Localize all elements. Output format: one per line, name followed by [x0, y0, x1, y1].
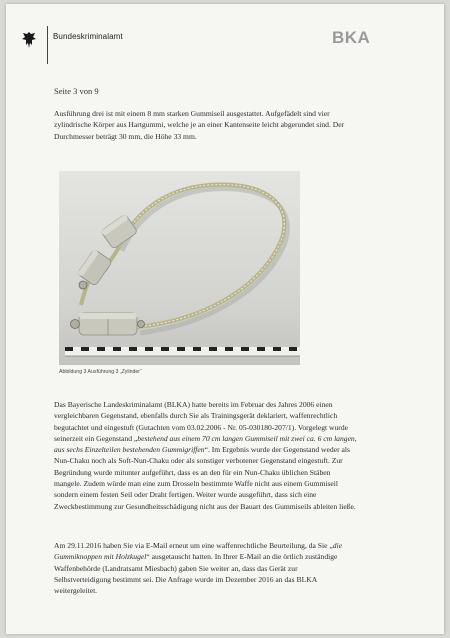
- rope-device-illustration: [59, 171, 300, 365]
- paragraph-description: Ausführung drei ist mit einem 8 mm starken Gummiseil ausgestattet. Aufgefädelt sind vier zylindrische Körper aus Hartgummi, welche je an einer Kantenseite leicht abgerundet sind. Der Durchmesser beträgt 30 mm, die Höhe 33 mm.: [54, 109, 345, 141]
- paragraph-text: Das Bayerische Landeskriminalamt (BLKA) hatte bereits im Februar des Jahres 2006 einen vergleichbaren Gegenstand, ebenfalls durch Sie als Trainingsgerät deklariert, waffenrechtlich begutachtet und eingestuft (Gutachten vom 03.02.2006 - Nr. 05-030180-207/1). Vorgelegt wurde seinerzeit ein Gegenstand „: [54, 400, 348, 443]
- federal-eagle-icon: [20, 30, 38, 50]
- bka-logo: BKA: [332, 28, 371, 47]
- header-divider: [47, 26, 48, 64]
- document-page: [6, 4, 444, 634]
- paragraph-text: “. Im Ergebnis wurde der Gegenstand weder als Nun-Chaku noch als Soft-Nun-Chaku oder als sonstiger verbotener Gegenstand eingestuft. Zur Begründung wurde mitunter aufgeführt, dass es an den für ein Nun-Chaku üblichen Stäben mangele. Zudem würde man eine zum Drosseln bestimmte Waffe nicht aus einem Gummiseil sondern einem festen Seil oder Draht fertigen. Weiter wurde ausgeführt, dass sich eine Zweckbestimmung zur Gesundheitsschädigung nicht aus der Bauart des Gummiseils ableiten ließe.: [54, 445, 356, 511]
- figure-caption: Abbildung 3 Ausführung 3 „Zylinder“: [59, 369, 142, 375]
- measuring-scale: [65, 347, 300, 356]
- paragraph-blka-assessment: [54, 399, 359, 512]
- cylinder-middle: [77, 249, 112, 286]
- page-number: Seite 3 von 9: [54, 86, 99, 96]
- cylinder-upper: [101, 214, 138, 249]
- quoted-description: die Gummiknoppen mit Holzkugel: [54, 541, 343, 562]
- paragraph-text: “ ausgetauscht hatten. In Ihrer E-Mail an die örtlich zuständige Waffenbehörde (Landratsamt Miesbach) gaben Sie weiter an, dass das Gerät zur Selbstverteidigung bestimmt sei. Die Anfrage wurde im Dezember 2016 an das BLKA weitergeleitet.: [54, 552, 338, 596]
- agency-name: Bundeskriminalamt: [53, 32, 123, 41]
- rope: [119, 185, 284, 327]
- figure-photo: [59, 171, 300, 365]
- paragraph-email-request: [54, 540, 354, 596]
- paragraph-text: Am 29.11.2016 haben Sie via E-Mail erneut um eine waffenrechtliche Beurteilung, da Sie „: [54, 541, 333, 550]
- cylinder-lower-pair: [79, 313, 137, 335]
- quoted-description: bestehend aus einem 70 cm langen Gummiseil mit zwei ca. 6 cm langen, aus sechs Einzelteilen bestehenden Gummigriffen: [54, 433, 357, 455]
